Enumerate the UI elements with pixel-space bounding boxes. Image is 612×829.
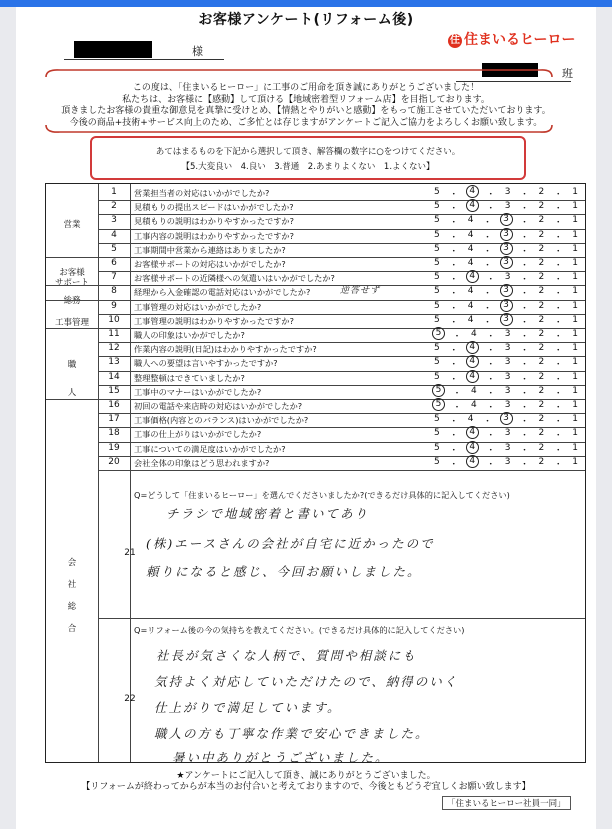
scale-separator: ・ — [486, 190, 496, 200]
selected-rating[interactable]: 4 — [466, 455, 479, 468]
category-sogo-char: 社 — [67, 580, 77, 590]
rating-scale[interactable] — [426, 286, 586, 299]
brand-logo — [448, 29, 575, 49]
question-text: お客様サポートの対応はいかがでしたか? — [134, 259, 286, 269]
rating-option[interactable]: 1 — [572, 258, 578, 268]
question-prompt: Q=どうして「住まいるヒーロー」を選んでくださいましたか?(できるだけ具体的に記入してください) — [134, 490, 510, 500]
rating-option[interactable]: 5 — [434, 272, 440, 283]
question-text: 見積もりの提出スピードはいかがでしたか? — [134, 202, 294, 213]
question-number: 7 — [111, 272, 117, 283]
rating-option[interactable]: 3 — [504, 272, 511, 283]
rating-option[interactable]: 2 — [538, 385, 545, 396]
rating-option[interactable]: 2 — [538, 456, 545, 467]
rating-option[interactable]: 5 — [434, 187, 440, 197]
rating-option[interactable]: 1 — [572, 243, 578, 254]
scale-separator: ・ — [553, 289, 563, 300]
rating-option[interactable]: 4 — [467, 243, 474, 254]
question-text: 整理整頓はできていましたか? — [134, 372, 245, 383]
logo-mark-icon: 住 — [450, 35, 460, 46]
question-text: 工事中のマナーはいかがでしたか? — [134, 386, 262, 397]
rating-option[interactable]: 1 — [572, 229, 578, 240]
scale-separator: ・ — [520, 190, 530, 200]
scale-separator: ・ — [449, 417, 459, 428]
scale-separator: ・ — [553, 275, 563, 286]
scale-separator: ・ — [520, 303, 530, 314]
rating-scale[interactable] — [426, 201, 586, 214]
intro-line: 今後の商品+技術+サービス向上のため、ご多忙とは存じますがアンケートご記入ご協力をよろしくお願い致します。 — [69, 117, 543, 128]
scale-separator: ・ — [449, 317, 459, 328]
handwritten-answer-line: チラシで地域密着と書いてあり — [166, 506, 370, 521]
category-shokunin — [46, 360, 98, 398]
scale-separator: ・ — [482, 218, 492, 229]
handwritten-answer-line: 気持よく対応していただけたので、納得のいく — [154, 674, 459, 689]
rating-option[interactable]: 2 — [538, 272, 545, 283]
scale-separator: ・ — [449, 275, 459, 286]
rating-option[interactable]: 4 — [467, 286, 474, 297]
scale-separator: ・ — [482, 232, 492, 243]
rating-scale[interactable] — [426, 428, 586, 441]
rating-option[interactable]: 5 — [434, 243, 440, 254]
selected-rating[interactable]: 3 — [500, 242, 513, 255]
rating-option[interactable]: 4 — [467, 215, 474, 226]
scale-separator: ・ — [486, 204, 496, 215]
scale-separator: ・ — [449, 190, 459, 200]
selected-rating[interactable]: 4 — [466, 441, 479, 454]
rating-option[interactable]: 2 — [538, 329, 545, 339]
rating-option[interactable]: 5 — [434, 371, 440, 382]
team-suffix: 班 — [562, 67, 573, 80]
scale-separator: ・ — [449, 261, 459, 271]
survey-sheet — [16, 7, 596, 829]
rating-option[interactable]: 3 — [504, 442, 511, 453]
question-number: 18 — [108, 428, 120, 439]
rating-option[interactable]: 4 — [471, 329, 477, 339]
scale-separator: ・ — [482, 303, 492, 314]
rating-scale[interactable] — [426, 414, 586, 427]
scale-separator: ・ — [449, 374, 459, 385]
scale-separator: ・ — [553, 360, 563, 371]
scale-separator: ・ — [449, 346, 459, 357]
rating-scale[interactable] — [426, 457, 586, 470]
rating-option[interactable]: 4 — [467, 258, 474, 268]
rating-option[interactable]: 3 — [504, 400, 511, 410]
brand-name: 住まいるヒーロー — [464, 32, 576, 48]
question-text: お客様サポートの近隣様への気遣いはいかがでしたか? — [134, 273, 335, 284]
rating-scale[interactable] — [426, 258, 586, 271]
rating-option[interactable]: 4 — [467, 300, 474, 311]
rating-option[interactable]: 1 — [572, 357, 578, 368]
rating-option[interactable]: 2 — [538, 343, 545, 354]
selected-rating[interactable]: 3 — [500, 313, 513, 326]
scale-separator: ・ — [520, 289, 530, 300]
handwritten-answer-line: 仕上がりで満足しています。 — [154, 700, 342, 715]
scale-separator: ・ — [449, 431, 459, 442]
category-sogo-char: 会 — [67, 558, 77, 568]
category-support-line: お客様 — [59, 268, 85, 278]
survey-table — [45, 183, 586, 763]
category-sogo-char: 合 — [67, 624, 77, 634]
rating-option[interactable]: 5 — [434, 456, 440, 467]
selected-rating[interactable]: 4 — [466, 370, 479, 383]
rating-option[interactable]: 5 — [434, 442, 440, 453]
scale-separator: ・ — [486, 360, 496, 371]
scale-separator: ・ — [520, 275, 530, 286]
rating-option[interactable]: 3 — [504, 329, 511, 339]
rating-option[interactable]: 5 — [434, 414, 440, 425]
category-shokunin-char: 職 — [67, 360, 77, 370]
rating-option[interactable]: 2 — [538, 243, 545, 254]
scale-separator: ・ — [520, 417, 530, 428]
rating-option[interactable]: 1 — [572, 329, 578, 339]
top-accent-bar — [0, 0, 612, 7]
scale-separator: ・ — [553, 388, 563, 399]
category-shokunin-char: 人 — [67, 388, 77, 398]
footer-thanks: ★アンケートにご記入して頂き、誠にありがとうございました。 — [176, 771, 436, 781]
scale-separator: ・ — [553, 431, 563, 442]
scale-separator: ・ — [553, 246, 563, 257]
intro-text — [16, 83, 596, 129]
question-text: 会社全体の印象はどう思われますか? — [134, 457, 270, 468]
scale-separator: ・ — [553, 459, 563, 470]
rating-option[interactable]: 1 — [572, 371, 578, 382]
question-prompt: Q=リフォーム後の今の気持ちを教えてください。(できるだけ具体的に記入してください) — [134, 625, 465, 635]
handwritten-answer-line: 暑い中ありがとうございました。 — [172, 750, 390, 765]
category-somu: 総務 — [63, 296, 81, 306]
rating-option[interactable]: 2 — [538, 428, 545, 439]
question-text: 工事管理の対応はいかがでしたか? — [134, 301, 262, 312]
rating-option[interactable]: 3 — [504, 385, 511, 396]
rating-scale[interactable] — [426, 272, 586, 285]
scale-separator: ・ — [520, 317, 530, 328]
rating-option[interactable]: 4 — [467, 314, 474, 325]
handwritten-answer-line: (株)エースさんの会社が自宅に近かったので — [146, 536, 435, 551]
scale-separator: ・ — [520, 445, 530, 456]
question-text: 工事期間中営業から連絡はありましたか? — [134, 244, 286, 255]
selected-rating[interactable]: 4 — [466, 270, 479, 283]
rating-option[interactable]: 5 — [434, 201, 440, 212]
rating-option[interactable]: 2 — [538, 371, 545, 382]
scale-separator: ・ — [449, 360, 459, 371]
rating-scale[interactable] — [426, 215, 586, 228]
customer-name-line — [64, 59, 224, 60]
customer-name-redaction — [74, 41, 152, 58]
question-number: 6 — [111, 258, 117, 268]
question-text: 工事についての満足度はいかがでしたか? — [134, 443, 286, 454]
scale-separator: ・ — [520, 232, 530, 243]
scale-separator: ・ — [553, 303, 563, 314]
scale-separator: ・ — [553, 190, 563, 200]
question-number: 10 — [108, 314, 120, 325]
rating-option[interactable]: 5 — [434, 314, 440, 325]
scale-separator: ・ — [520, 346, 530, 357]
rating-option[interactable]: 1 — [572, 385, 578, 396]
rating-scale[interactable] — [426, 244, 586, 257]
rating-option[interactable]: 5 — [434, 357, 440, 368]
scale-separator: ・ — [553, 417, 563, 428]
scale-separator: ・ — [486, 459, 496, 470]
scale-separator: ・ — [452, 388, 462, 399]
footer-signature: 「住まいるヒーロー社員一同」 — [442, 796, 571, 810]
scale-separator: ・ — [553, 346, 563, 357]
rating-scale[interactable] — [426, 343, 586, 356]
scale-separator: ・ — [520, 403, 530, 413]
question-number: 21 — [124, 548, 136, 558]
page-title: お客様アンケート(リフォーム後) — [198, 12, 414, 28]
question-text: 工事管理の説明はわかりやすかったですか? — [134, 315, 294, 326]
rating-option[interactable]: 1 — [572, 314, 578, 325]
category-sogo — [46, 552, 98, 640]
question-number: 2 — [111, 201, 117, 212]
handwritten-note: 逆答せず — [340, 286, 381, 297]
scale-separator: ・ — [520, 360, 530, 371]
question-number: 20 — [108, 456, 120, 467]
scale-separator: ・ — [452, 332, 462, 342]
rating-option[interactable]: 2 — [538, 442, 545, 453]
selected-rating[interactable]: 5 — [432, 384, 445, 397]
intro-line: この度は、「住まいるヒーロー」に工事のご用命を頂き誠にありがとうございました！ — [132, 83, 480, 93]
rating-option[interactable]: 2 — [538, 286, 545, 297]
rating-option[interactable]: 3 — [504, 428, 511, 439]
scale-separator: ・ — [486, 388, 496, 399]
rating-option[interactable]: 3 — [504, 371, 511, 382]
question-text: 工事の仕上がりはいかがでしたか? — [134, 429, 262, 440]
rating-option[interactable]: 1 — [572, 187, 578, 197]
question-number: 8 — [111, 286, 117, 297]
scale-separator: ・ — [553, 332, 563, 342]
selected-rating[interactable]: 4 — [466, 426, 479, 439]
scale-separator: ・ — [486, 332, 496, 342]
scale-separator: ・ — [486, 374, 496, 385]
scale-separator: ・ — [449, 246, 459, 257]
rating-option[interactable]: 5 — [434, 229, 440, 240]
category-eigyo: 営業 — [63, 220, 81, 230]
category-koji: 工事管理 — [54, 318, 89, 328]
rating-option[interactable]: 2 — [538, 357, 545, 368]
question-number: 17 — [108, 414, 120, 425]
footer-message: 【リフォームが終わってからが本当のお付合いと考えておりますので、今後ともどうぞ宜しくお願い致します】 — [81, 782, 531, 792]
rating-scale[interactable] — [426, 315, 586, 328]
instructions-line: あてはまるものを下記から選択して頂き、解答欄の数字に○をつけてください。 — [155, 147, 461, 157]
scale-separator: ・ — [520, 204, 530, 215]
rating-option[interactable]: 3 — [504, 187, 511, 197]
question-number: 3 — [111, 215, 117, 226]
scale-separator: ・ — [553, 445, 563, 456]
intro-line: 私たちは、お客様に【感動】して頂ける【地域密着型リフォーム店】を目指しております。 — [122, 94, 490, 105]
question-number: 1 — [111, 187, 117, 197]
rating-option[interactable]: 1 — [572, 215, 578, 226]
selected-rating[interactable]: 5 — [432, 398, 445, 411]
selected-rating[interactable]: 4 — [466, 185, 479, 198]
rating-option[interactable]: 2 — [538, 201, 545, 212]
rating-option[interactable]: 2 — [538, 258, 545, 268]
rating-option[interactable]: 1 — [572, 442, 578, 453]
rating-option[interactable]: 2 — [538, 314, 545, 325]
scale-separator: ・ — [482, 246, 492, 257]
rating-scale[interactable] — [426, 386, 586, 399]
rating-scale[interactable] — [426, 329, 586, 342]
intro-line: 頂きましたお客様の貴重な御意見を真摯に受けとめ、【情熱とやりがいと感動】をもって施工させていただいております。 — [61, 106, 551, 116]
question-text: 職人の印象はいかがでしたか? — [134, 330, 245, 340]
question-text: 作業内容の説明(日記)はわかりやすかったですか? — [134, 344, 317, 355]
selected-rating[interactable]: 3 — [500, 256, 513, 269]
rating-option[interactable]: 2 — [538, 414, 545, 425]
scale-separator: ・ — [449, 445, 459, 456]
rating-scale[interactable] — [426, 372, 586, 385]
category-sogo-char: 総 — [67, 602, 77, 612]
scale-separator: ・ — [482, 261, 492, 271]
scale-separator: ・ — [520, 246, 530, 257]
scale-separator: ・ — [482, 317, 492, 328]
selected-rating[interactable]: 3 — [500, 228, 513, 241]
selected-rating[interactable]: 3 — [500, 284, 513, 297]
scale-separator: ・ — [449, 289, 459, 300]
rating-option[interactable]: 5 — [434, 428, 440, 439]
rating-option[interactable]: 5 — [434, 300, 440, 311]
question-text: 工事内容の説明はわかりやすかったですか? — [134, 230, 294, 241]
question-number: 15 — [108, 385, 120, 396]
question-text: 初回の電話や来店時の対応はいかがでしたか? — [134, 401, 303, 411]
rating-option[interactable]: 4 — [471, 400, 477, 410]
scale-separator: ・ — [520, 218, 530, 229]
rating-option[interactable]: 1 — [572, 300, 578, 311]
rating-option[interactable]: 1 — [572, 272, 578, 283]
scale-separator: ・ — [486, 346, 496, 357]
question-text: 工事価格(内容とのバランス)はいかがでしたか? — [134, 415, 309, 426]
scale-separator: ・ — [520, 459, 530, 470]
rating-option[interactable]: 1 — [572, 400, 578, 410]
scale-separator: ・ — [486, 403, 496, 413]
rating-legend: 【5.大変良い 4.良い 3.普通 2.あまりよくない 1.よくない】 — [181, 162, 435, 172]
question-number: 4 — [111, 229, 117, 240]
scale-separator: ・ — [520, 332, 530, 342]
scale-separator: ・ — [520, 388, 530, 399]
scale-separator: ・ — [486, 445, 496, 456]
rating-option[interactable]: 2 — [538, 187, 545, 197]
rating-option[interactable]: 2 — [538, 215, 545, 226]
rating-option[interactable]: 4 — [467, 229, 474, 240]
rating-scale[interactable] — [426, 443, 586, 456]
scale-separator: ・ — [449, 303, 459, 314]
instructions-box — [90, 136, 526, 180]
scale-separator: ・ — [482, 289, 492, 300]
selected-rating[interactable]: 4 — [466, 341, 479, 354]
rating-option[interactable]: 3 — [504, 456, 511, 467]
selected-rating[interactable]: 5 — [432, 327, 445, 340]
rating-option[interactable]: 2 — [538, 400, 545, 410]
scale-separator: ・ — [486, 275, 496, 286]
rating-option[interactable]: 4 — [471, 385, 477, 396]
scale-separator: ・ — [449, 459, 459, 470]
selected-rating[interactable]: 3 — [500, 299, 513, 312]
rating-option[interactable]: 4 — [467, 414, 474, 425]
rating-option[interactable]: 3 — [504, 201, 511, 212]
scale-separator: ・ — [452, 403, 462, 413]
question-text: 経理から入金確認の電話対応はいかがでしたか? — [134, 287, 311, 298]
selected-rating[interactable]: 3 — [500, 213, 513, 226]
rating-option[interactable]: 1 — [572, 428, 578, 439]
question-number: 13 — [108, 357, 120, 368]
scale-separator: ・ — [520, 431, 530, 442]
selected-rating[interactable]: 4 — [466, 355, 479, 368]
handwritten-answer-line: 職人の方も丁寧な作業で安心できました。 — [154, 726, 430, 741]
rating-option[interactable]: 2 — [538, 300, 545, 311]
question-number: 22 — [124, 694, 136, 704]
rating-option[interactable]: 2 — [538, 229, 545, 240]
question-number: 9 — [111, 300, 117, 311]
rating-option[interactable]: 1 — [572, 414, 578, 425]
rating-option[interactable]: 5 — [434, 286, 440, 297]
rating-option[interactable]: 3 — [504, 343, 511, 354]
rating-option[interactable]: 1 — [572, 456, 578, 467]
rating-option[interactable]: 5 — [434, 258, 440, 268]
rating-option[interactable]: 3 — [504, 357, 511, 368]
section-divider — [98, 618, 585, 619]
rating-scale[interactable] — [426, 357, 586, 370]
question-text: 見積もりの説明はわかりやすかったですか? — [134, 216, 294, 227]
rating-scale[interactable] — [426, 301, 586, 314]
rating-option[interactable]: 5 — [434, 343, 440, 354]
question-number: 19 — [108, 442, 120, 453]
scale-separator: ・ — [486, 431, 496, 442]
scale-separator: ・ — [482, 417, 492, 428]
scale-separator: ・ — [553, 403, 563, 413]
question-number: 5 — [111, 243, 117, 254]
rating-option[interactable]: 1 — [572, 343, 578, 354]
scale-separator: ・ — [449, 232, 459, 243]
scale-separator: ・ — [553, 317, 563, 328]
scale-separator: ・ — [449, 204, 459, 215]
selected-rating[interactable]: 3 — [500, 412, 513, 425]
scale-separator: ・ — [520, 261, 530, 271]
scale-separator: ・ — [553, 374, 563, 385]
question-number: 12 — [108, 343, 120, 354]
scale-separator: ・ — [553, 232, 563, 243]
question-text: 職人への要望は言いやすかったですか? — [134, 358, 278, 369]
rating-option[interactable]: 5 — [434, 215, 440, 226]
scale-separator: ・ — [553, 261, 563, 271]
scale-separator: ・ — [553, 204, 563, 215]
rating-scale[interactable] — [426, 187, 586, 200]
rating-scale[interactable] — [426, 400, 586, 413]
rating-option[interactable]: 1 — [572, 201, 578, 212]
rating-option[interactable]: 1 — [572, 286, 578, 297]
question-number: 11 — [108, 329, 120, 339]
handwritten-answer-line: 社長が気さくな人柄で、質問や相談にも — [156, 648, 417, 663]
footer — [16, 771, 596, 793]
selected-rating[interactable]: 4 — [466, 199, 479, 212]
customer-suffix: 様 — [192, 45, 203, 58]
scale-separator: ・ — [553, 218, 563, 229]
question-text: 営業担当者の対応はいかがでしたか? — [134, 188, 270, 198]
question-number: 14 — [108, 371, 120, 382]
question-number: 16 — [108, 400, 120, 410]
category-support-line: サポート — [54, 278, 89, 288]
scale-separator: ・ — [449, 218, 459, 229]
scale-separator: ・ — [520, 374, 530, 385]
handwritten-answer-line: 頼りになると感じ、今回お願いしました。 — [146, 564, 422, 579]
row-divider — [98, 470, 585, 471]
rating-scale[interactable] — [426, 230, 586, 243]
